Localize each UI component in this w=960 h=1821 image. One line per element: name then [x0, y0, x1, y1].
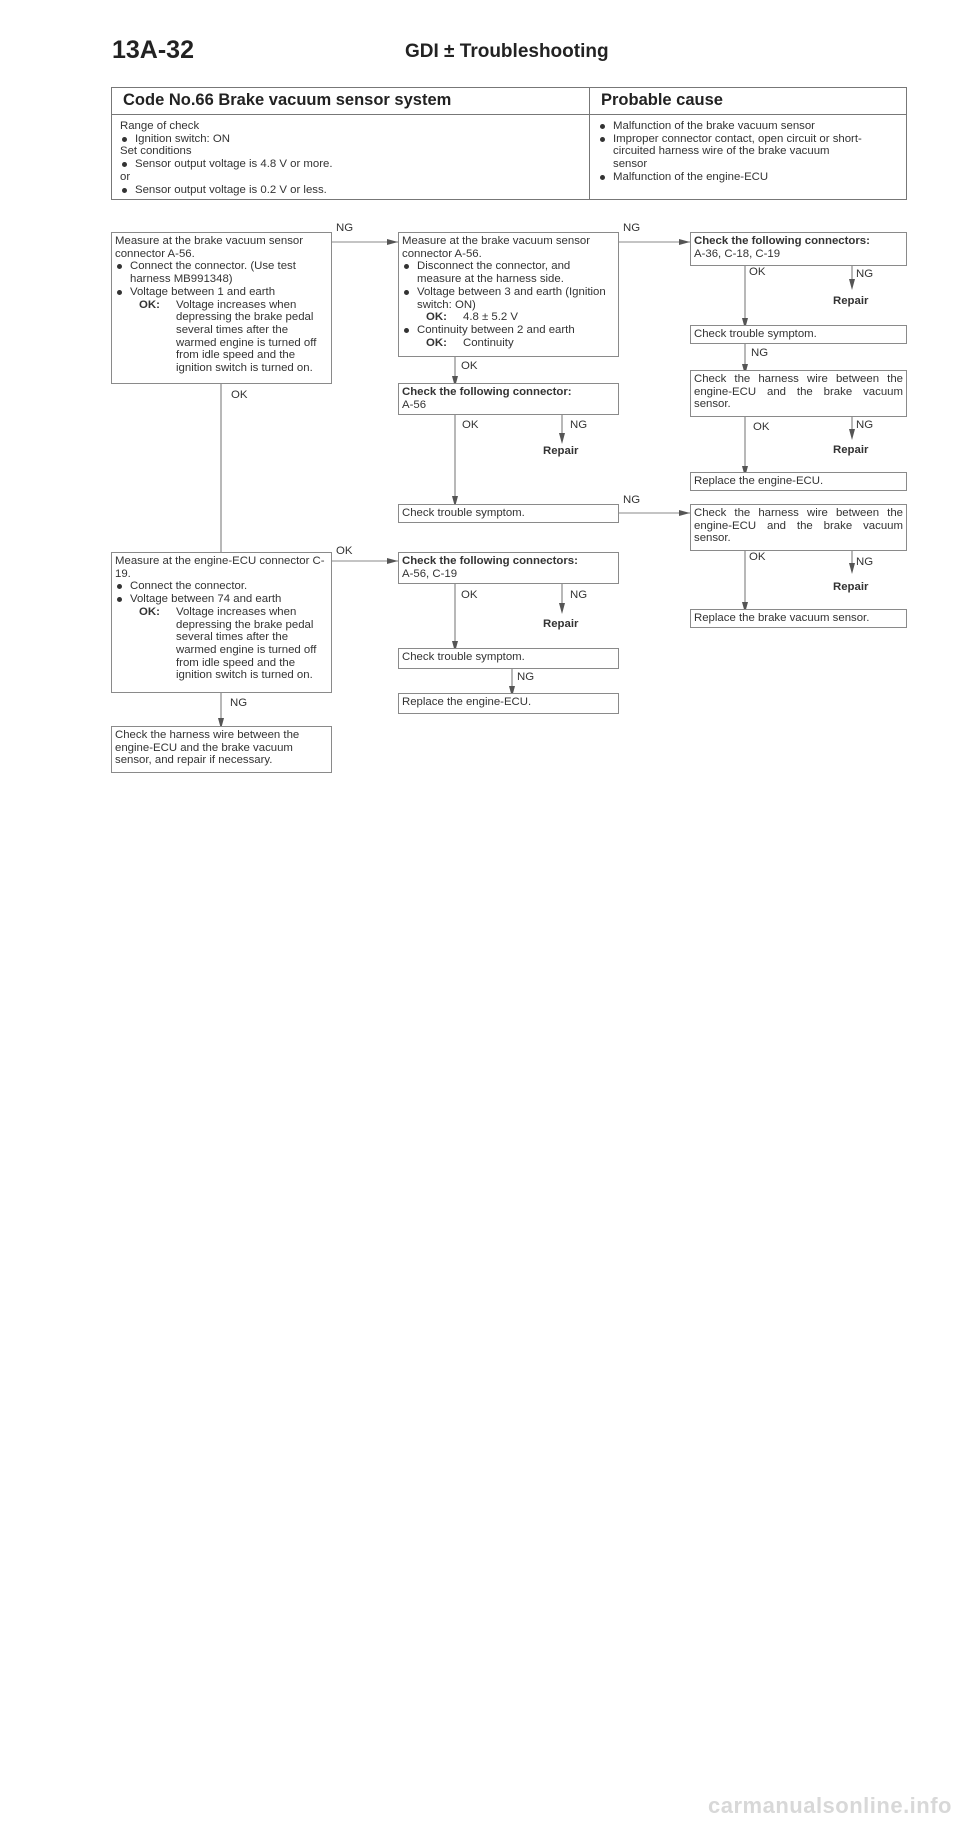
step-text: A-56, C-19 — [402, 567, 458, 580]
watermark: carmanualsonline.info — [708, 1793, 952, 1818]
step-title: Check the following connectors: — [694, 235, 870, 247]
ng-label: NG — [517, 671, 535, 683]
repair-label: Repair — [543, 445, 579, 457]
ng-label: NG — [336, 222, 354, 234]
cause-text: Malfunction of the brake vacuum sensor — [613, 120, 815, 132]
bullet-icon — [117, 584, 122, 589]
step-title: Check the following connector: — [402, 386, 572, 398]
arrowhead-icon — [849, 279, 855, 290]
range-title: Range of check — [120, 120, 200, 132]
ok-text: 4.8 ± 5.2 V — [463, 311, 519, 324]
arrowhead-icon — [849, 563, 855, 574]
step-title: Measure at the engine-ECU connector C-19. — [115, 555, 325, 580]
bullet-icon — [404, 290, 409, 295]
step-check-harness-wire — [690, 504, 907, 551]
step-item-text: Connect the connector. — [130, 580, 248, 593]
page-number: 13A-32 — [112, 36, 194, 64]
step-item — [115, 580, 328, 593]
ok-text: Voltage increases when depressing the brake pedal several times after the warmed engine is turned off from idle speed and the ignition switch is turned on. — [176, 605, 317, 682]
cause-text: Improper connector contact, open circuit or short-circuited harness wire of the brake vacuum sensor — [613, 132, 862, 171]
ng-label: NG — [856, 419, 874, 431]
range-item-text: Ignition switch: ON — [135, 132, 230, 145]
step-measure-harness-side — [398, 232, 619, 357]
section-title: GDI ± Troubleshooting — [405, 41, 609, 62]
step-check-connector-a56 — [398, 383, 619, 415]
step-text: Check trouble symptom. — [402, 651, 525, 663]
ok-label: OK — [462, 419, 479, 431]
ng-label: NG — [570, 419, 588, 431]
step-check-harness-and-repair — [111, 726, 332, 773]
ng-label: NG — [623, 494, 641, 506]
ok-condition — [402, 311, 615, 324]
ok-condition — [115, 606, 328, 682]
cause-text: Malfunction of the engine-ECU — [613, 170, 769, 183]
step-item — [115, 593, 328, 606]
repair-label: Repair — [833, 444, 869, 456]
step-check-trouble-symptom — [398, 504, 619, 523]
ok-label: OK — [461, 360, 478, 372]
repair-label: Repair — [833, 581, 869, 593]
step-text: Check the harness wire between the engine-ECU and the brake vacuum sensor. — [694, 373, 903, 411]
or-text: or — [120, 170, 131, 183]
step-measure-brake-vacuum-sensor — [111, 232, 332, 384]
step-text: Check the harness wire between the engine-ECU and the brake vacuum sensor, and repair if necessary. — [115, 729, 300, 767]
step-text: A-36, C-18, C-19 — [694, 247, 781, 260]
ok-condition — [402, 337, 615, 350]
step-title: Measure at the brake vacuum sensor connector A-56. — [115, 235, 304, 260]
step-item — [402, 324, 615, 337]
ok-label: OK — [461, 589, 478, 601]
ok-label: OK: — [139, 605, 160, 618]
step-title: Measure at the brake vacuum sensor connector A-56. — [402, 235, 591, 260]
arrowhead-icon — [559, 603, 565, 614]
step-text: A-56 — [402, 398, 427, 411]
step-item-text: Voltage between 74 and earth — [130, 593, 282, 606]
set-title: Set conditions — [120, 145, 192, 158]
set-item-text: Sensor output voltage is 0.2 V or less. — [135, 183, 327, 196]
step-item — [115, 286, 328, 299]
bullet-icon — [117, 597, 122, 602]
arrowhead-icon — [849, 429, 855, 440]
ok-label: OK: — [426, 311, 447, 324]
step-text: Replace the engine-ECU. — [402, 696, 532, 708]
ok-label: OK — [231, 389, 248, 401]
step-text: Check the harness wire between the engine-ECU and the brake vacuum sensor. — [694, 507, 903, 545]
step-item — [115, 260, 328, 285]
bullet-icon — [117, 264, 122, 269]
cause-heading: Probable cause — [590, 88, 906, 115]
ok-label: OK — [749, 551, 766, 563]
step-title: Check the following connectors: — [402, 555, 578, 567]
step-check-connectors-a56-c19 — [398, 552, 619, 584]
step-item-text: Continuity between 2 and earth — [417, 323, 575, 336]
ng-label: NG — [856, 268, 874, 280]
step-check-trouble-symptom — [690, 325, 907, 344]
ok-label: OK: — [426, 336, 447, 349]
ok-label: OK: — [139, 298, 160, 311]
ng-label: NG — [623, 222, 641, 234]
ok-condition — [115, 299, 328, 375]
step-item — [402, 286, 615, 311]
step-text: Replace the brake vacuum sensor. — [694, 612, 870, 624]
step-item — [402, 260, 615, 285]
step-replace-engine-ecu — [398, 693, 619, 714]
ok-label: OK — [753, 421, 770, 433]
ok-label: OK — [749, 266, 766, 278]
step-check-trouble-symptom — [398, 648, 619, 669]
code-heading: Code No.66 Brake vacuum sensor system — [112, 88, 589, 115]
step-item-text: Connect the connector. (Use test harness MB991348) — [130, 260, 296, 286]
step-text: Replace the engine-ECU. — [694, 475, 824, 487]
bullet-icon — [117, 290, 122, 295]
step-text: Check trouble symptom. — [402, 507, 525, 519]
step-measure-engine-ecu-connector — [111, 552, 332, 693]
ng-label: NG — [856, 556, 874, 568]
ng-label: NG — [751, 347, 769, 359]
step-item-text: Voltage between 3 and earth (Ignition switch: ON) — [417, 285, 606, 311]
step-item-text: Disconnect the connector, and measure at the harness side. — [417, 260, 571, 286]
ng-label: NG — [230, 697, 248, 709]
arrowhead-icon — [559, 433, 565, 444]
step-check-connectors-a36-c18-c19 — [690, 232, 907, 266]
step-replace-brake-vacuum-sensor — [690, 609, 907, 628]
ng-label: NG — [570, 589, 588, 601]
set-item-text: Sensor output voltage is 4.8 V or more. — [135, 158, 333, 171]
bullet-icon — [404, 328, 409, 333]
repair-label: Repair — [543, 618, 579, 630]
ok-text: Voltage increases when depressing the brake pedal several times after the warmed engine is turned off from idle speed and the ignition switch is turned on. — [176, 298, 317, 375]
step-text: Check trouble symptom. — [694, 328, 817, 340]
step-item-text: Voltage between 1 and earth — [130, 285, 276, 298]
bullet-icon — [404, 264, 409, 269]
step-replace-engine-ecu — [690, 472, 907, 491]
repair-label: Repair — [833, 295, 869, 307]
ok-text: Continuity — [463, 336, 514, 349]
ok-label: OK — [336, 545, 353, 557]
step-check-harness-wire — [690, 370, 907, 417]
